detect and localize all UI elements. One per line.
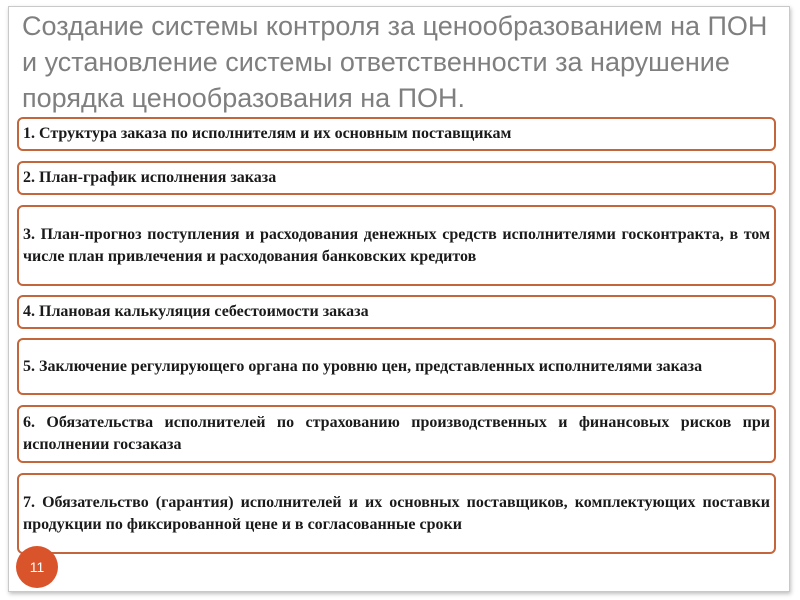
list-item-1	[17, 117, 776, 151]
list-item-7	[17, 473, 776, 554]
list-item-4	[17, 295, 776, 329]
list-item-1-text: 1. Структура заказа по исполнителям и их основным поставщикам	[23, 125, 512, 142]
list-item-3	[17, 205, 776, 286]
list-item-2-text: 2. План-график исполнения заказа	[23, 169, 277, 186]
slide-title: Создание системы контроля за ценообразованием на ПОН и установление системы ответственности за нарушение порядка ценообразования на ПОН.	[22, 11, 768, 113]
list-item-3-text: 3. План-прогноз поступления и расходования денежных средств исполнителями госконтракта, в том числе план привлечения и расходования банковских кредитов	[23, 225, 770, 265]
page-number: 11	[29, 559, 45, 575]
page-number-badge	[16, 546, 58, 588]
list-item-5	[17, 338, 776, 395]
list-item-6-text: 6. Обязательства исполнителей по страхованию производственных и финансовых рисков при исполнении госзаказа	[23, 414, 770, 453]
list-item-4-text: 4. Плановая калькуляция себестоимости заказа	[23, 303, 369, 320]
list-item-6	[17, 405, 776, 463]
list-item-5-text: 5. Заключение регулирующего органа по уровню цен, представленных исполнителями заказа	[23, 357, 703, 375]
list-item-2	[17, 161, 776, 195]
list-item-7-text: 7. Обязательство (гарантия) исполнителей и их основных поставщиков, комплектующих поставки продукции по фиксированной цене и в согласованные сроки	[23, 493, 770, 533]
